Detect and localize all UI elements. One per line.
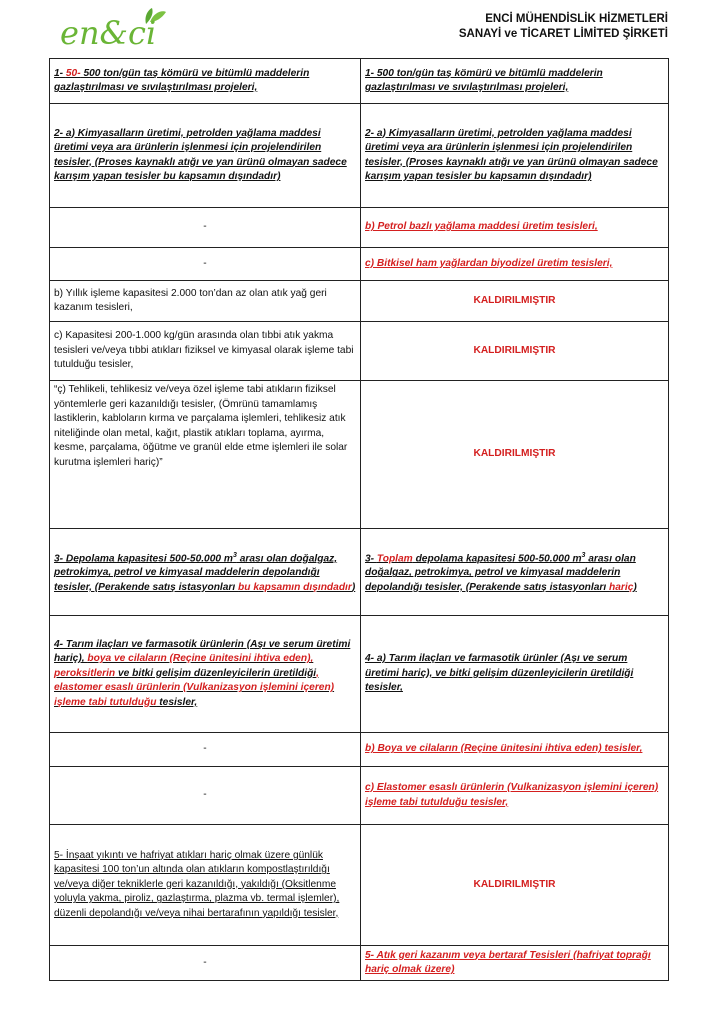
table-row: [50, 825, 669, 946]
right-cell-removed: KALDIRILMIŞTIR: [361, 381, 669, 529]
table-row: [50, 248, 669, 281]
left-cell: b) Yıllık işleme kapasitesi 2.000 ton’dan az olan atık yağ geri kazanım tesisleri,: [50, 281, 361, 322]
right-cell: b) Boya ve cilaların (Reçine ünitesini ihtiva eden) tesisler,: [361, 733, 669, 767]
left-cell: c) Kapasitesi 200-1.000 kg/gün arasında olan tıbbi atık yakma tesisleri ve/veya tıbbi atıkları fiziksel ve kimyasal olarak işleme tabi tutulduğu tesisler,: [50, 322, 361, 381]
left-cell: -: [50, 733, 361, 767]
left-cell: 2- a) Kimyasalların üretimi, petrolden yağlama maddesi üretimi veya ara ürünlerin işlenmesi için projelendirilen tesisler, (Proses kaynaklı atığı ve yan ürünü olmayan sadece karışım yapan tesisler bu kapsamın dışındadır): [50, 104, 361, 208]
right-cell: c) Bitkisel ham yağlardan biyodizel üretim tesisleri,: [361, 248, 669, 281]
table-row: [50, 322, 669, 381]
table-row: [50, 946, 669, 981]
left-cell: 4- Tarım ilaçları ve farmasotik ürünlerin (Aşı ve serum üretimi hariç), boya ve cilaların (Reçine ünitesini ihtiva eden), peroksitlerin ve bitki gelişim düzenleyicilerin üretildiği, elastomer esaslı ürünlerin (Vulkanizasyon işlemini içeren) işleme tabi tutulduğu tesisler,: [50, 616, 361, 733]
left-cell: -: [50, 208, 361, 248]
table-row: [50, 208, 669, 248]
table-row: [50, 767, 669, 825]
right-cell: 1- 500 ton/gün taş kömürü ve bitümlü maddelerin gazlaştırılması ve sıvılaştırılması projeleri,: [361, 59, 669, 104]
company-name-line-1: ENCİ MÜHENDİSLİK HİZMETLERİ: [485, 13, 668, 25]
company-name-line-2: SANAYİ ve TİCARET LİMİTED ŞİRKETİ: [458, 28, 668, 40]
right-cell-removed: KALDIRILMIŞTIR: [361, 322, 669, 381]
table-row: [50, 281, 669, 322]
logo-text: en&ci: [60, 14, 157, 52]
table-row: [50, 104, 669, 208]
company-logo: [58, 8, 168, 52]
right-cell: 5- Atık geri kazanım veya bertaraf Tesisleri (hafriyat toprağı hariç olmak üzere): [361, 946, 669, 981]
right-cell: b) Petrol bazlı yağlama maddesi üretim tesisleri,: [361, 208, 669, 248]
table-row: [50, 733, 669, 767]
right-cell: 2- a) Kimyasalların üretimi, petrolden yağlama maddesi üretimi veya ara ürünlerin işlenmesi için projelendirilen tesisler, (Proses kaynaklı atığı ve yan ürünü olmayan sadece karışım yapan tesisler bu kapsamın dışındadır): [361, 104, 669, 208]
left-cell: -: [50, 248, 361, 281]
comparison-table: [49, 58, 669, 981]
left-cell: 1- 50- 500 ton/gün taş kömürü ve bitümlü maddelerin gazlaştırılması ve sıvılaştırılması projeleri,: [50, 59, 361, 104]
right-cell: c) Elastomer esaslı ürünlerin (Vulkanizasyon işlemini içeren) işleme tabi tutulduğu tesisler,: [361, 767, 669, 825]
right-cell: 3- Toplam depolama kapasitesi 500-50.000 $m^3$ arası olan doğalgaz, petrokimya, petrol ve kimyasal maddelerin depolandığı tesisler, (Perakende satış istasyonları hariç): [361, 529, 669, 616]
table-row: [50, 529, 669, 616]
table-row: [50, 59, 669, 104]
left-cell: -: [50, 946, 361, 981]
company-name: [459, 12, 668, 42]
table-row: [50, 381, 669, 529]
left-cell: 5- İnşaat yıkıntı ve hafriyat atıkları hariç olmak üzere günlük kapasitesi 100 ton’un altında olan atıkların kompostlaştırıldığı ve/veya diğer tekniklerle geri kazanıldığı, yakıldığı (Oksitlenme yoluyla yakma, piroliz, gazlaştırma, plazma vb. termal işlemler), düzenli depolandığı ve/veya nihai bertarafının yapıldığı tesisler,: [50, 825, 361, 946]
left-cell: -: [50, 767, 361, 825]
right-cell: 4- a) Tarım ilaçları ve farmasotik ürünler (Aşı ve serum üretimi hariç), ve bitki gelişim düzenleyicilerin üretildiği tesisler,: [361, 616, 669, 733]
right-cell-removed: KALDIRILMIŞTIR: [361, 281, 669, 322]
left-cell: “ç) Tehlikeli, tehlikesiz ve/veya özel işleme tabi atıkların fiziksel yöntemlerle geri kazanıldığı tesisler, (Ömrünü tamamlamış lastiklerin, kabloların kırma ve parçalama işlemleri, tehlikesiz atık niteliğinde olan metal, kağıt, plastik atıkları toplama, ayırma, kesme, parçalama, öğütme ve granül elde etme işlemleri ile solar kurutma işlemleri hariç)”: [50, 381, 361, 529]
table-row: [50, 616, 669, 733]
left-cell: 3- Depolama kapasitesi 500-50.000 $m^3$ arası olan doğalgaz, petrokimya, petrol ve kimyasal maddelerin depolandığı tesisler, (Perakende satış istasyonları bu kapsamın dışındadır): [50, 529, 361, 616]
right-cell-removed: KALDIRILMIŞTIR: [361, 825, 669, 946]
